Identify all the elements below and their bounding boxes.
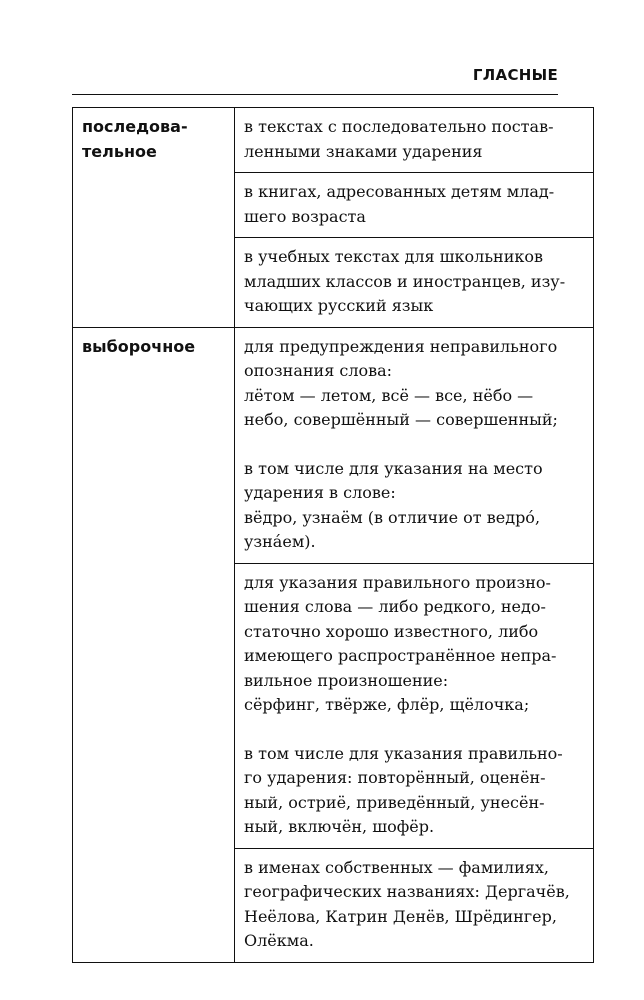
text-line: имеющего распространённое непра-: [244, 646, 557, 665]
text-line: небо, совершённый — совершенный;: [244, 410, 558, 429]
text-line: го ударения: повторённый, оценён-: [244, 768, 546, 787]
text-line: Неёлова, Катрин Денёв, Шрёдингер,: [244, 906, 557, 926]
text-line: вильное произношение:: [244, 670, 449, 690]
text-line: младших классов и иностранцев, изу-: [244, 271, 566, 291]
term-line: последова-: [82, 117, 188, 136]
text-line: для указания правильного произно-: [244, 572, 551, 592]
description-cell: [235, 327, 594, 563]
text-line: узна́ем).: [244, 532, 316, 551]
text-line: статочно хорошо известного, либо: [244, 621, 539, 641]
term-cell: [73, 327, 235, 962]
text-line: ный, включён, шофёр.: [244, 817, 435, 836]
text-line: ный, остриё, приведённый, унесён-: [244, 792, 545, 812]
text-line: ленными знаками ударения: [244, 141, 483, 161]
text-line: в текстах с последовательно постав-: [244, 117, 554, 136]
text-line: в учебных текстах для школьников: [244, 247, 544, 266]
paragraph-gap: [244, 718, 585, 742]
description-cell: [235, 848, 594, 962]
table-body: [73, 108, 594, 963]
term-line: выборочное: [82, 336, 196, 356]
text-line: шения слова — либо редкого, недо-: [244, 597, 546, 616]
term-cell: [73, 108, 235, 328]
text-line: опознания слова:: [244, 361, 393, 380]
text-line: в книгах, адресованных детям млад-: [244, 182, 555, 201]
text-line: ударения в слове:: [244, 483, 396, 502]
running-head: ГЛАСНЫЕ: [472, 66, 558, 84]
table-row: [73, 327, 594, 563]
text-line: Олёкма.: [244, 931, 314, 950]
description-cell: [235, 238, 594, 328]
description-cell: [235, 108, 594, 173]
table-row: [73, 108, 594, 173]
description-cell: [235, 563, 594, 848]
term-line: тельное: [82, 141, 157, 161]
text-line: чающих русский язык: [244, 296, 434, 315]
paragraph-gap: [244, 433, 585, 457]
header-rule: [72, 94, 558, 95]
text-line: в том числе для указания на место: [244, 458, 543, 478]
text-line: сёрфинг, твёрже, флёр, щёлочка;: [244, 695, 530, 714]
text-line: шего возраста: [244, 206, 366, 226]
description-cell: [235, 173, 594, 238]
text-line: в именах собственных — фамилиях,: [244, 857, 549, 877]
text-line: в том числе для указания правильно-: [244, 743, 563, 763]
text-line: географических названиях: Дергачёв,: [244, 882, 570, 901]
text-line: для предупреждения неправильного: [244, 336, 558, 356]
text-line: лётом — летом, всё — все, нёбо —: [244, 385, 534, 405]
accent-usage-table: [72, 107, 594, 963]
text-line: вёдро, узнаём (в отличие от ведро́,: [244, 507, 541, 527]
